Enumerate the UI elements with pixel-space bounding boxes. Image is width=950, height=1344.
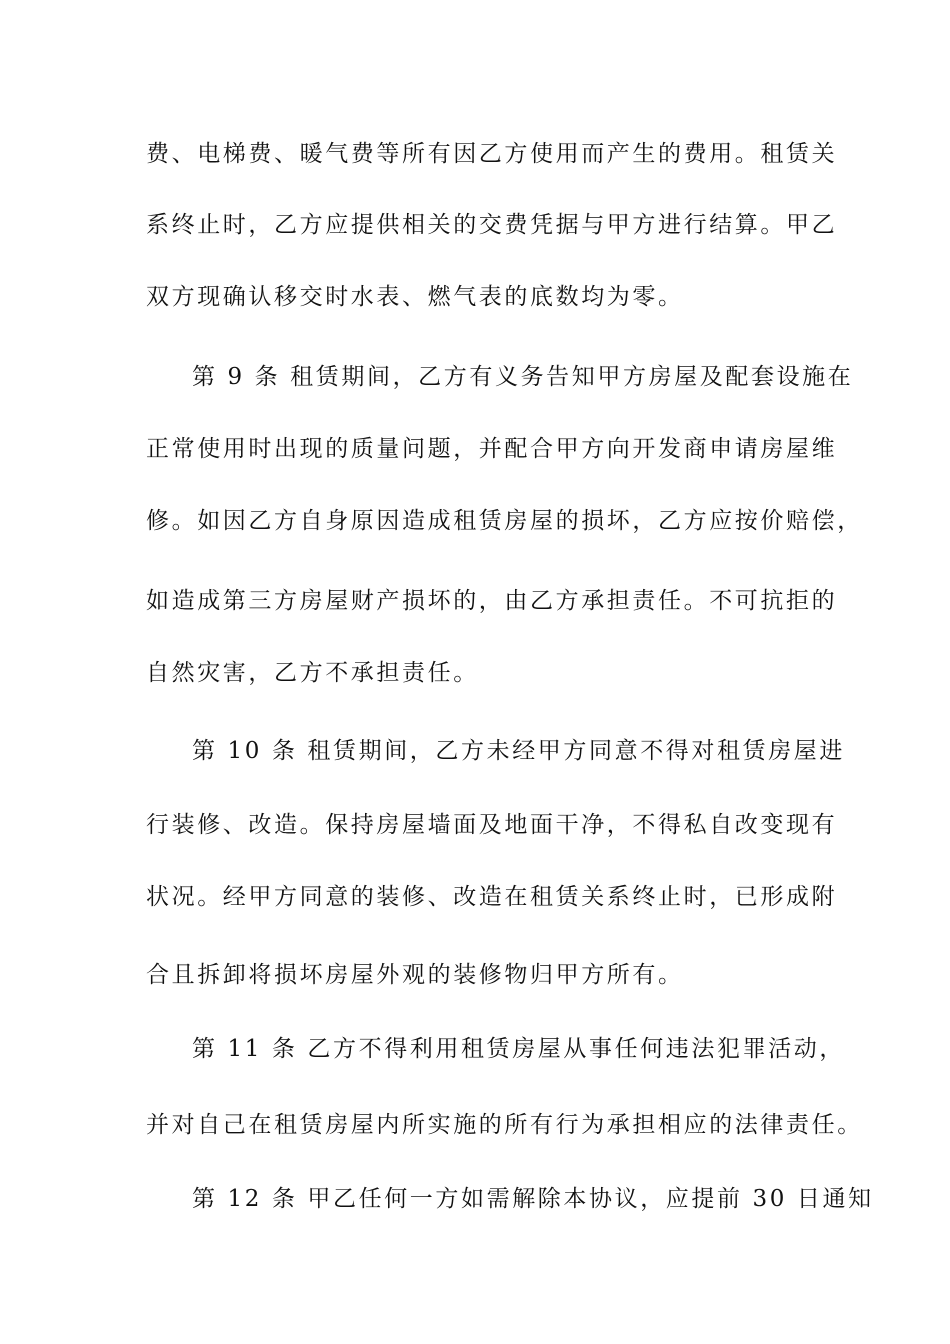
body-text-line: 修。如因乙方自身原因造成租赁房屋的损坏，乙方应按价赔偿， (146, 508, 863, 534)
article-12-heading-line: 第 12 条 甲乙任何一方如需解除本协议，应提前 30 日通知 (192, 1186, 874, 1212)
article-10-heading-line: 第 10 条 租赁期间，乙方未经甲方同意不得对租赁房屋进 (192, 738, 845, 764)
body-text-line: 合且拆卸将损坏房屋外观的装修物归甲方所有。 (146, 962, 684, 988)
body-text-line: 如造成第三方房屋财产损坏的，由乙方承担责任。不可抗拒的 (146, 588, 838, 614)
body-text-line: 自然灾害，乙方不承担责任。 (146, 660, 479, 686)
body-text-line: 费、电梯费、暖气费等所有因乙方使用而产生的费用。租赁关 (146, 141, 838, 167)
body-text-line: 行装修、改造。保持房屋墙面及地面干净，不得私自改变现有 (146, 812, 838, 838)
body-text-line: 双方现确认移交时水表、燃气表的底数均为零。 (146, 284, 684, 310)
article-9-heading-line: 第 9 条 租赁期间，乙方有义务告知甲方房屋及配套设施在 (192, 364, 854, 390)
body-text-line: 并对自己在租赁房屋内所实施的所有行为承担相应的法律责任。 (146, 1112, 863, 1138)
body-text-line: 系终止时，乙方应提供相关的交费凭据与甲方进行结算。甲乙 (146, 212, 838, 238)
body-text-line: 状况。经甲方同意的装修、改造在租赁关系终止时，已形成附 (146, 884, 838, 910)
article-11-heading-line: 第 11 条 乙方不得利用租赁房屋从事任何违法犯罪活动， (192, 1036, 845, 1062)
body-text-line: 正常使用时出现的质量问题，并配合甲方向开发商申请房屋维 (146, 436, 838, 462)
